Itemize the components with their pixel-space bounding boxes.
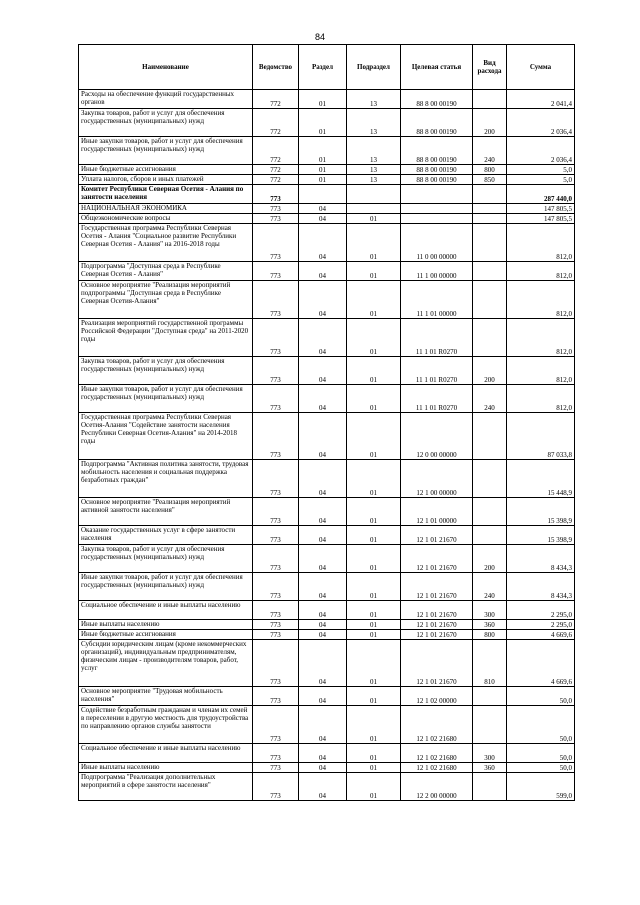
cell-expense-type: 800: [473, 165, 507, 175]
cell-amount: 812,0: [507, 385, 575, 413]
cell-expense-type: [473, 90, 507, 109]
cell-target-article: 88 8 00 00190: [401, 137, 473, 165]
cell-amount: 2 041,4: [507, 90, 575, 109]
table-row: [79, 744, 575, 763]
cell-amount: 2 295,0: [507, 601, 575, 620]
cell-section: 04: [299, 262, 347, 281]
cell-name: Социальное обеспечение и иные выплаты населению: [79, 601, 253, 620]
cell-amount: 50,0: [507, 706, 575, 744]
cell-expense-type: [473, 224, 507, 262]
cell-section: 04: [299, 545, 347, 573]
cell-department: 773: [253, 185, 299, 204]
table-row: [79, 545, 575, 573]
cell-expense-type: [473, 214, 507, 224]
table-row: [79, 526, 575, 545]
cell-expense-type: 200: [473, 109, 507, 137]
table-row: [79, 165, 575, 175]
cell-subsection: 01: [347, 640, 401, 687]
cell-amount: 15 448,9: [507, 460, 575, 498]
cell-expense-type: 200: [473, 357, 507, 385]
table-row: [79, 601, 575, 620]
cell-section: 04: [299, 687, 347, 706]
cell-section: 04: [299, 630, 347, 640]
header-row: [79, 45, 575, 90]
header-department: Ведомство: [253, 45, 299, 90]
cell-department: 773: [253, 545, 299, 573]
cell-target-article: 12 1 02 21680: [401, 706, 473, 744]
cell-target-article: 12 1 01 21670: [401, 573, 473, 601]
table-row: [79, 224, 575, 262]
cell-amount: 5,0: [507, 165, 575, 175]
budget-table: [78, 44, 575, 801]
cell-section: 04: [299, 640, 347, 687]
cell-name: Иные закупки товаров, работ и услуг для обеспечения государственных (муниципальных) нужд: [79, 385, 253, 413]
table-row: [79, 204, 575, 214]
cell-department: 773: [253, 706, 299, 744]
table-row: [79, 185, 575, 204]
cell-name: Оказание государственных услуг в сфере занятости населения: [79, 526, 253, 545]
cell-amount: 812,0: [507, 224, 575, 262]
table-row: [79, 620, 575, 630]
header-subsection: Подраздел: [347, 45, 401, 90]
cell-department: 773: [253, 601, 299, 620]
cell-department: 773: [253, 281, 299, 319]
cell-department: 773: [253, 385, 299, 413]
cell-department: 772: [253, 175, 299, 185]
table-row: [79, 413, 575, 460]
cell-target-article: [401, 214, 473, 224]
cell-section: 01: [299, 175, 347, 185]
cell-target-article: 11 1 01 R0270: [401, 357, 473, 385]
cell-amount: 2 295,0: [507, 620, 575, 630]
cell-section: 04: [299, 357, 347, 385]
cell-subsection: 01: [347, 498, 401, 526]
cell-target-article: 12 1 01 21670: [401, 601, 473, 620]
cell-name: Основное мероприятие "Реализация мероприятий активной занятости населения": [79, 498, 253, 526]
cell-target-article: 12 1 01 21670: [401, 545, 473, 573]
cell-name: Закупка товаров, работ и услуг для обеспечения государственных (муниципальных) нужд: [79, 545, 253, 573]
cell-target-article: 11 0 00 00000: [401, 224, 473, 262]
cell-subsection: 01: [347, 573, 401, 601]
cell-department: 773: [253, 460, 299, 498]
cell-subsection: 13: [347, 90, 401, 109]
page-number: 84: [314, 32, 325, 42]
cell-expense-type: 810: [473, 640, 507, 687]
cell-department: 773: [253, 630, 299, 640]
cell-subsection: 01: [347, 262, 401, 281]
cell-amount: 812,0: [507, 319, 575, 357]
cell-amount: 812,0: [507, 357, 575, 385]
cell-department: 773: [253, 413, 299, 460]
cell-department: 772: [253, 165, 299, 175]
cell-section: 01: [299, 109, 347, 137]
cell-department: 773: [253, 763, 299, 773]
table-row: [79, 763, 575, 773]
cell-section: 04: [299, 214, 347, 224]
cell-target-article: 11 1 01 00000: [401, 281, 473, 319]
cell-expense-type: [473, 498, 507, 526]
cell-section: 01: [299, 90, 347, 109]
cell-target-article: 88 8 00 00190: [401, 90, 473, 109]
table-row: [79, 773, 575, 801]
cell-amount: 87 033,8: [507, 413, 575, 460]
cell-department: 772: [253, 109, 299, 137]
cell-amount: 2 036,4: [507, 137, 575, 165]
cell-name: Социальное обеспечение и иные выплаты населению: [79, 744, 253, 763]
cell-expense-type: 240: [473, 573, 507, 601]
cell-expense-type: 360: [473, 620, 507, 630]
cell-subsection: 01: [347, 357, 401, 385]
cell-section: 04: [299, 319, 347, 357]
cell-subsection: 01: [347, 687, 401, 706]
cell-amount: 8 434,3: [507, 545, 575, 573]
cell-section: 04: [299, 773, 347, 801]
cell-expense-type: 300: [473, 601, 507, 620]
cell-target-article: 12 2 00 00000: [401, 773, 473, 801]
cell-target-article: 12 1 01 21670: [401, 526, 473, 545]
cell-department: 773: [253, 744, 299, 763]
header-name: Наименование: [79, 45, 253, 90]
cell-amount: 147 805,5: [507, 204, 575, 214]
cell-name: Иные выплаты населению: [79, 763, 253, 773]
cell-expense-type: 200: [473, 545, 507, 573]
cell-name: Иные бюджетные ассигнования: [79, 165, 253, 175]
cell-section: 04: [299, 281, 347, 319]
table-row: [79, 385, 575, 413]
cell-target-article: 12 1 01 21670: [401, 620, 473, 630]
cell-expense-type: [473, 281, 507, 319]
table-row: [79, 630, 575, 640]
cell-expense-type: [473, 413, 507, 460]
cell-name: Иные закупки товаров, работ и услуг для обеспечения государственных (муниципальных) нужд: [79, 137, 253, 165]
cell-target-article: 12 1 01 00000: [401, 498, 473, 526]
cell-department: 773: [253, 498, 299, 526]
cell-target-article: 12 1 01 21670: [401, 630, 473, 640]
cell-expense-type: 850: [473, 175, 507, 185]
cell-department: 773: [253, 214, 299, 224]
cell-subsection: 01: [347, 744, 401, 763]
cell-amount: 50,0: [507, 763, 575, 773]
cell-amount: 15 398,9: [507, 526, 575, 545]
cell-department: 773: [253, 357, 299, 385]
cell-subsection: 13: [347, 175, 401, 185]
cell-section: 04: [299, 413, 347, 460]
cell-department: 773: [253, 687, 299, 706]
cell-amount: 812,0: [507, 281, 575, 319]
cell-name: Расходы на обеспечение функций государственных органов: [79, 90, 253, 109]
cell-department: 773: [253, 319, 299, 357]
cell-name: НАЦИОНАЛЬНАЯ ЭКОНОМИКА: [79, 204, 253, 214]
cell-target-article: 88 8 00 00190: [401, 165, 473, 175]
table-row: [79, 460, 575, 498]
cell-expense-type: 300: [473, 744, 507, 763]
cell-section: 04: [299, 744, 347, 763]
cell-department: 773: [253, 224, 299, 262]
cell-section: 01: [299, 137, 347, 165]
cell-amount: 599,0: [507, 773, 575, 801]
cell-subsection: 13: [347, 109, 401, 137]
cell-target-article: 12 0 00 00000: [401, 413, 473, 460]
cell-name: Иные выплаты населению: [79, 620, 253, 630]
cell-target-article: 11 1 00 00000: [401, 262, 473, 281]
cell-name: Иные закупки товаров, работ и услуг для обеспечения государственных (муниципальных) нужд: [79, 573, 253, 601]
cell-name: Государственная программа Республики Северная Осетия - Алания "Социальное развитие Республики Северная Осетия - Алания" на 2016-2018 годы: [79, 224, 253, 262]
cell-expense-type: [473, 262, 507, 281]
cell-section: 04: [299, 385, 347, 413]
cell-target-article: 12 1 01 21670: [401, 640, 473, 687]
cell-expense-type: 240: [473, 137, 507, 165]
cell-expense-type: [473, 526, 507, 545]
table-row: [79, 90, 575, 109]
cell-department: 773: [253, 526, 299, 545]
cell-section: 04: [299, 460, 347, 498]
table-row: [79, 262, 575, 281]
cell-name: Подпрограмма "Доступная среда в Республике Северная Осетия - Алания": [79, 262, 253, 281]
cell-name: Комитет Республики Северная Осетия - Алания по занятости населения: [79, 185, 253, 204]
cell-name: Иные бюджетные ассигнования: [79, 630, 253, 640]
cell-amount: 147 805,5: [507, 214, 575, 224]
cell-expense-type: 800: [473, 630, 507, 640]
cell-name: Реализация мероприятий государственной программы Российской Федерации "Доступная среда" на 2011-2020 годы: [79, 319, 253, 357]
cell-subsection: 01: [347, 545, 401, 573]
table-row: [79, 281, 575, 319]
cell-subsection: 01: [347, 413, 401, 460]
cell-target-article: 12 1 02 21680: [401, 744, 473, 763]
cell-subsection: 01: [347, 763, 401, 773]
cell-department: 773: [253, 620, 299, 630]
cell-amount: 50,0: [507, 687, 575, 706]
cell-target-article: 12 1 02 21680: [401, 763, 473, 773]
cell-expense-type: [473, 773, 507, 801]
cell-section: 04: [299, 526, 347, 545]
cell-subsection: 01: [347, 385, 401, 413]
cell-subsection: 13: [347, 137, 401, 165]
table-row: [79, 175, 575, 185]
cell-name: Содействие безработным гражданам и членам их семей в переселении в другую местность для трудоустройства по направлению органов службы занятости: [79, 706, 253, 744]
cell-expense-type: [473, 706, 507, 744]
header-amount: Сумма: [507, 45, 575, 90]
cell-section: 04: [299, 204, 347, 214]
cell-department: 773: [253, 573, 299, 601]
cell-amount: 5,0: [507, 175, 575, 185]
cell-subsection: 01: [347, 773, 401, 801]
cell-section: 01: [299, 165, 347, 175]
table-row: [79, 109, 575, 137]
cell-amount: 287 440,0: [507, 185, 575, 204]
cell-subsection: 01: [347, 630, 401, 640]
cell-expense-type: [473, 460, 507, 498]
cell-subsection: 01: [347, 526, 401, 545]
cell-target-article: 11 1 01 R0270: [401, 319, 473, 357]
cell-department: 773: [253, 640, 299, 687]
cell-name: Основное мероприятие "Трудовая мобильность населения": [79, 687, 253, 706]
cell-amount: 15 398,9: [507, 498, 575, 526]
cell-section: 04: [299, 573, 347, 601]
cell-amount: 8 434,3: [507, 573, 575, 601]
table-row: [79, 319, 575, 357]
cell-expense-type: 240: [473, 385, 507, 413]
cell-name: Закупка товаров, работ и услуг для обеспечения государственных (муниципальных) нужд: [79, 109, 253, 137]
cell-name: Общеэкономические вопросы: [79, 214, 253, 224]
cell-name: Подпрограмма "Активная политика занятости, трудовая мобильность населения и социальная поддержка безработных граждан": [79, 460, 253, 498]
table-row: [79, 214, 575, 224]
cell-subsection: 01: [347, 319, 401, 357]
table-row: [79, 498, 575, 526]
cell-subsection: 01: [347, 281, 401, 319]
cell-subsection: 13: [347, 165, 401, 175]
cell-section: 04: [299, 620, 347, 630]
cell-amount: 812,0: [507, 262, 575, 281]
cell-subsection: 01: [347, 706, 401, 744]
cell-section: 04: [299, 601, 347, 620]
cell-target-article: [401, 204, 473, 214]
cell-section: 04: [299, 498, 347, 526]
header-section: Раздел: [299, 45, 347, 90]
cell-target-article: 12 1 02 00000: [401, 687, 473, 706]
cell-subsection: 01: [347, 620, 401, 630]
cell-subsection: [347, 185, 401, 204]
cell-department: 772: [253, 137, 299, 165]
cell-target-article: 12 1 00 00000: [401, 460, 473, 498]
table-row: [79, 687, 575, 706]
cell-amount: 2 036,4: [507, 109, 575, 137]
cell-department: 773: [253, 204, 299, 214]
cell-subsection: 01: [347, 214, 401, 224]
table-body: [79, 90, 575, 801]
cell-name: Государственная программа Республики Северная Осетия-Алания "Содействие занятости населения Республики Северная Осетия-Алания" на 2014-2018 годы: [79, 413, 253, 460]
cell-amount: 4 669,6: [507, 630, 575, 640]
cell-target-article: [401, 185, 473, 204]
cell-name: Закупка товаров, работ и услуг для обеспечения государственных (муниципальных) нужд: [79, 357, 253, 385]
cell-department: 772: [253, 90, 299, 109]
cell-name: Основное мероприятие "Реализация мероприятий подпрограммы "Доступная среда в Республике Северная Осетия-Алания": [79, 281, 253, 319]
cell-subsection: 01: [347, 224, 401, 262]
header-expense-type: Вид расхода: [473, 45, 507, 90]
cell-department: 773: [253, 773, 299, 801]
table-row: [79, 357, 575, 385]
table-row: [79, 137, 575, 165]
cell-target-article: 88 8 00 00190: [401, 175, 473, 185]
cell-amount: 50,0: [507, 744, 575, 763]
cell-amount: 4 669,6: [507, 640, 575, 687]
cell-expense-type: [473, 687, 507, 706]
cell-section: 04: [299, 706, 347, 744]
cell-expense-type: [473, 185, 507, 204]
header-target-article: Целевая статья: [401, 45, 473, 90]
cell-target-article: 88 8 00 00190: [401, 109, 473, 137]
cell-section: [299, 185, 347, 204]
table-row: [79, 573, 575, 601]
cell-subsection: 01: [347, 601, 401, 620]
cell-expense-type: 360: [473, 763, 507, 773]
cell-expense-type: [473, 319, 507, 357]
cell-subsection: 01: [347, 460, 401, 498]
cell-expense-type: [473, 204, 507, 214]
cell-department: 773: [253, 262, 299, 281]
table-row: [79, 706, 575, 744]
cell-name: Субсидии юридическим лицам (кроме некоммерческих организаций), индивидуальным предпринимателям, физическим лицам - производителям товаров, работ, услуг: [79, 640, 253, 687]
cell-section: 04: [299, 763, 347, 773]
cell-target-article: 11 1 01 R0270: [401, 385, 473, 413]
table-row: [79, 640, 575, 687]
cell-section: 04: [299, 224, 347, 262]
cell-name: Подпрограмма "Реализация дополнительных мероприятий в сфере занятости населения": [79, 773, 253, 801]
cell-name: Уплата налогов, сборов и иных платежей: [79, 175, 253, 185]
cell-subsection: [347, 204, 401, 214]
